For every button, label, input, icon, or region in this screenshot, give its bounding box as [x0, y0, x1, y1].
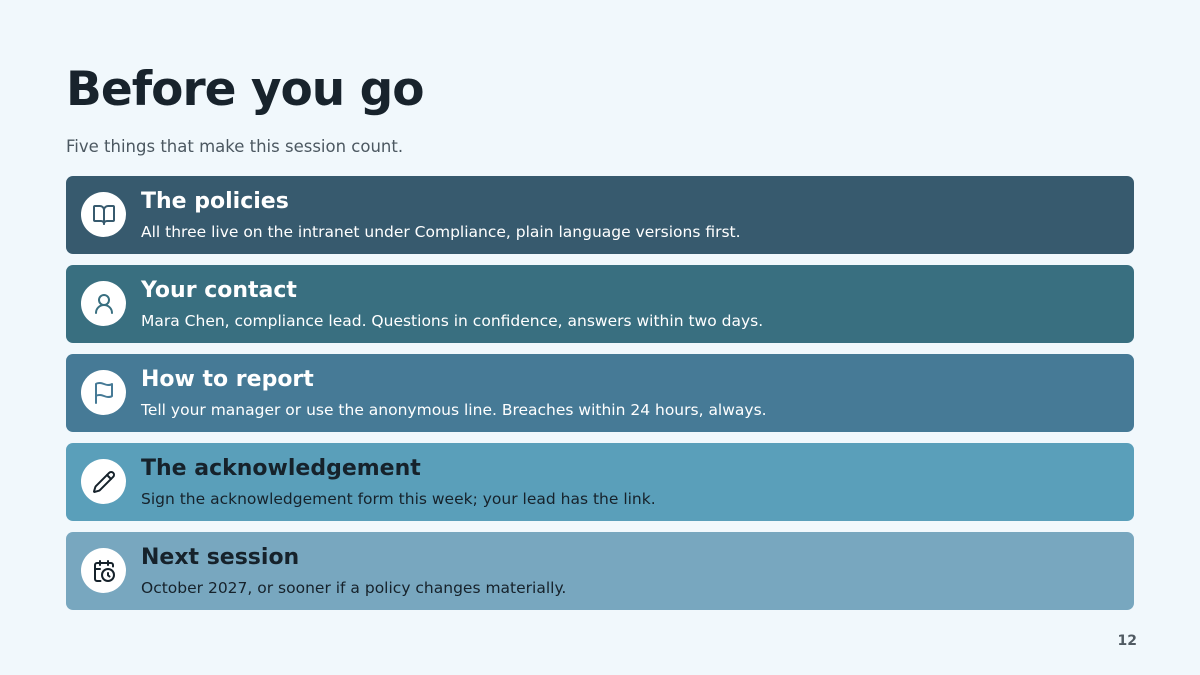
slide-title: Before you go	[66, 62, 424, 117]
item-card-next-session	[66, 532, 1134, 610]
item-card-report	[66, 354, 1134, 432]
page-number: 12	[1117, 633, 1137, 649]
item-title: How to report	[141, 367, 314, 392]
item-title: Next session	[141, 545, 300, 570]
book-open-icon	[81, 192, 126, 237]
item-card-policies	[66, 176, 1134, 254]
item-text: All three live on the intranet under Compliance, plain language versions first.	[141, 223, 741, 241]
item-card-acknowledgement	[66, 443, 1134, 521]
flag-icon	[81, 370, 126, 415]
item-title: The acknowledgement	[141, 456, 421, 481]
item-text: October 2027, or sooner if a policy changes materially.	[141, 579, 567, 597]
item-list	[66, 176, 1134, 621]
item-text: Sign the acknowledgement form this week; your lead has the link.	[141, 490, 656, 508]
pen-icon	[81, 459, 126, 504]
user-icon	[81, 281, 126, 326]
item-text: Mara Chen, compliance lead. Questions in confidence, answers within two days.	[141, 312, 764, 330]
calendar-clock-icon	[81, 548, 126, 593]
slide-subtitle: Five things that make this session count.	[66, 137, 404, 156]
item-title: The policies	[141, 189, 289, 214]
item-text: Tell your manager or use the anonymous line. Breaches within 24 hours, always.	[141, 401, 767, 419]
item-card-contact	[66, 265, 1134, 343]
item-title: Your contact	[141, 278, 297, 303]
